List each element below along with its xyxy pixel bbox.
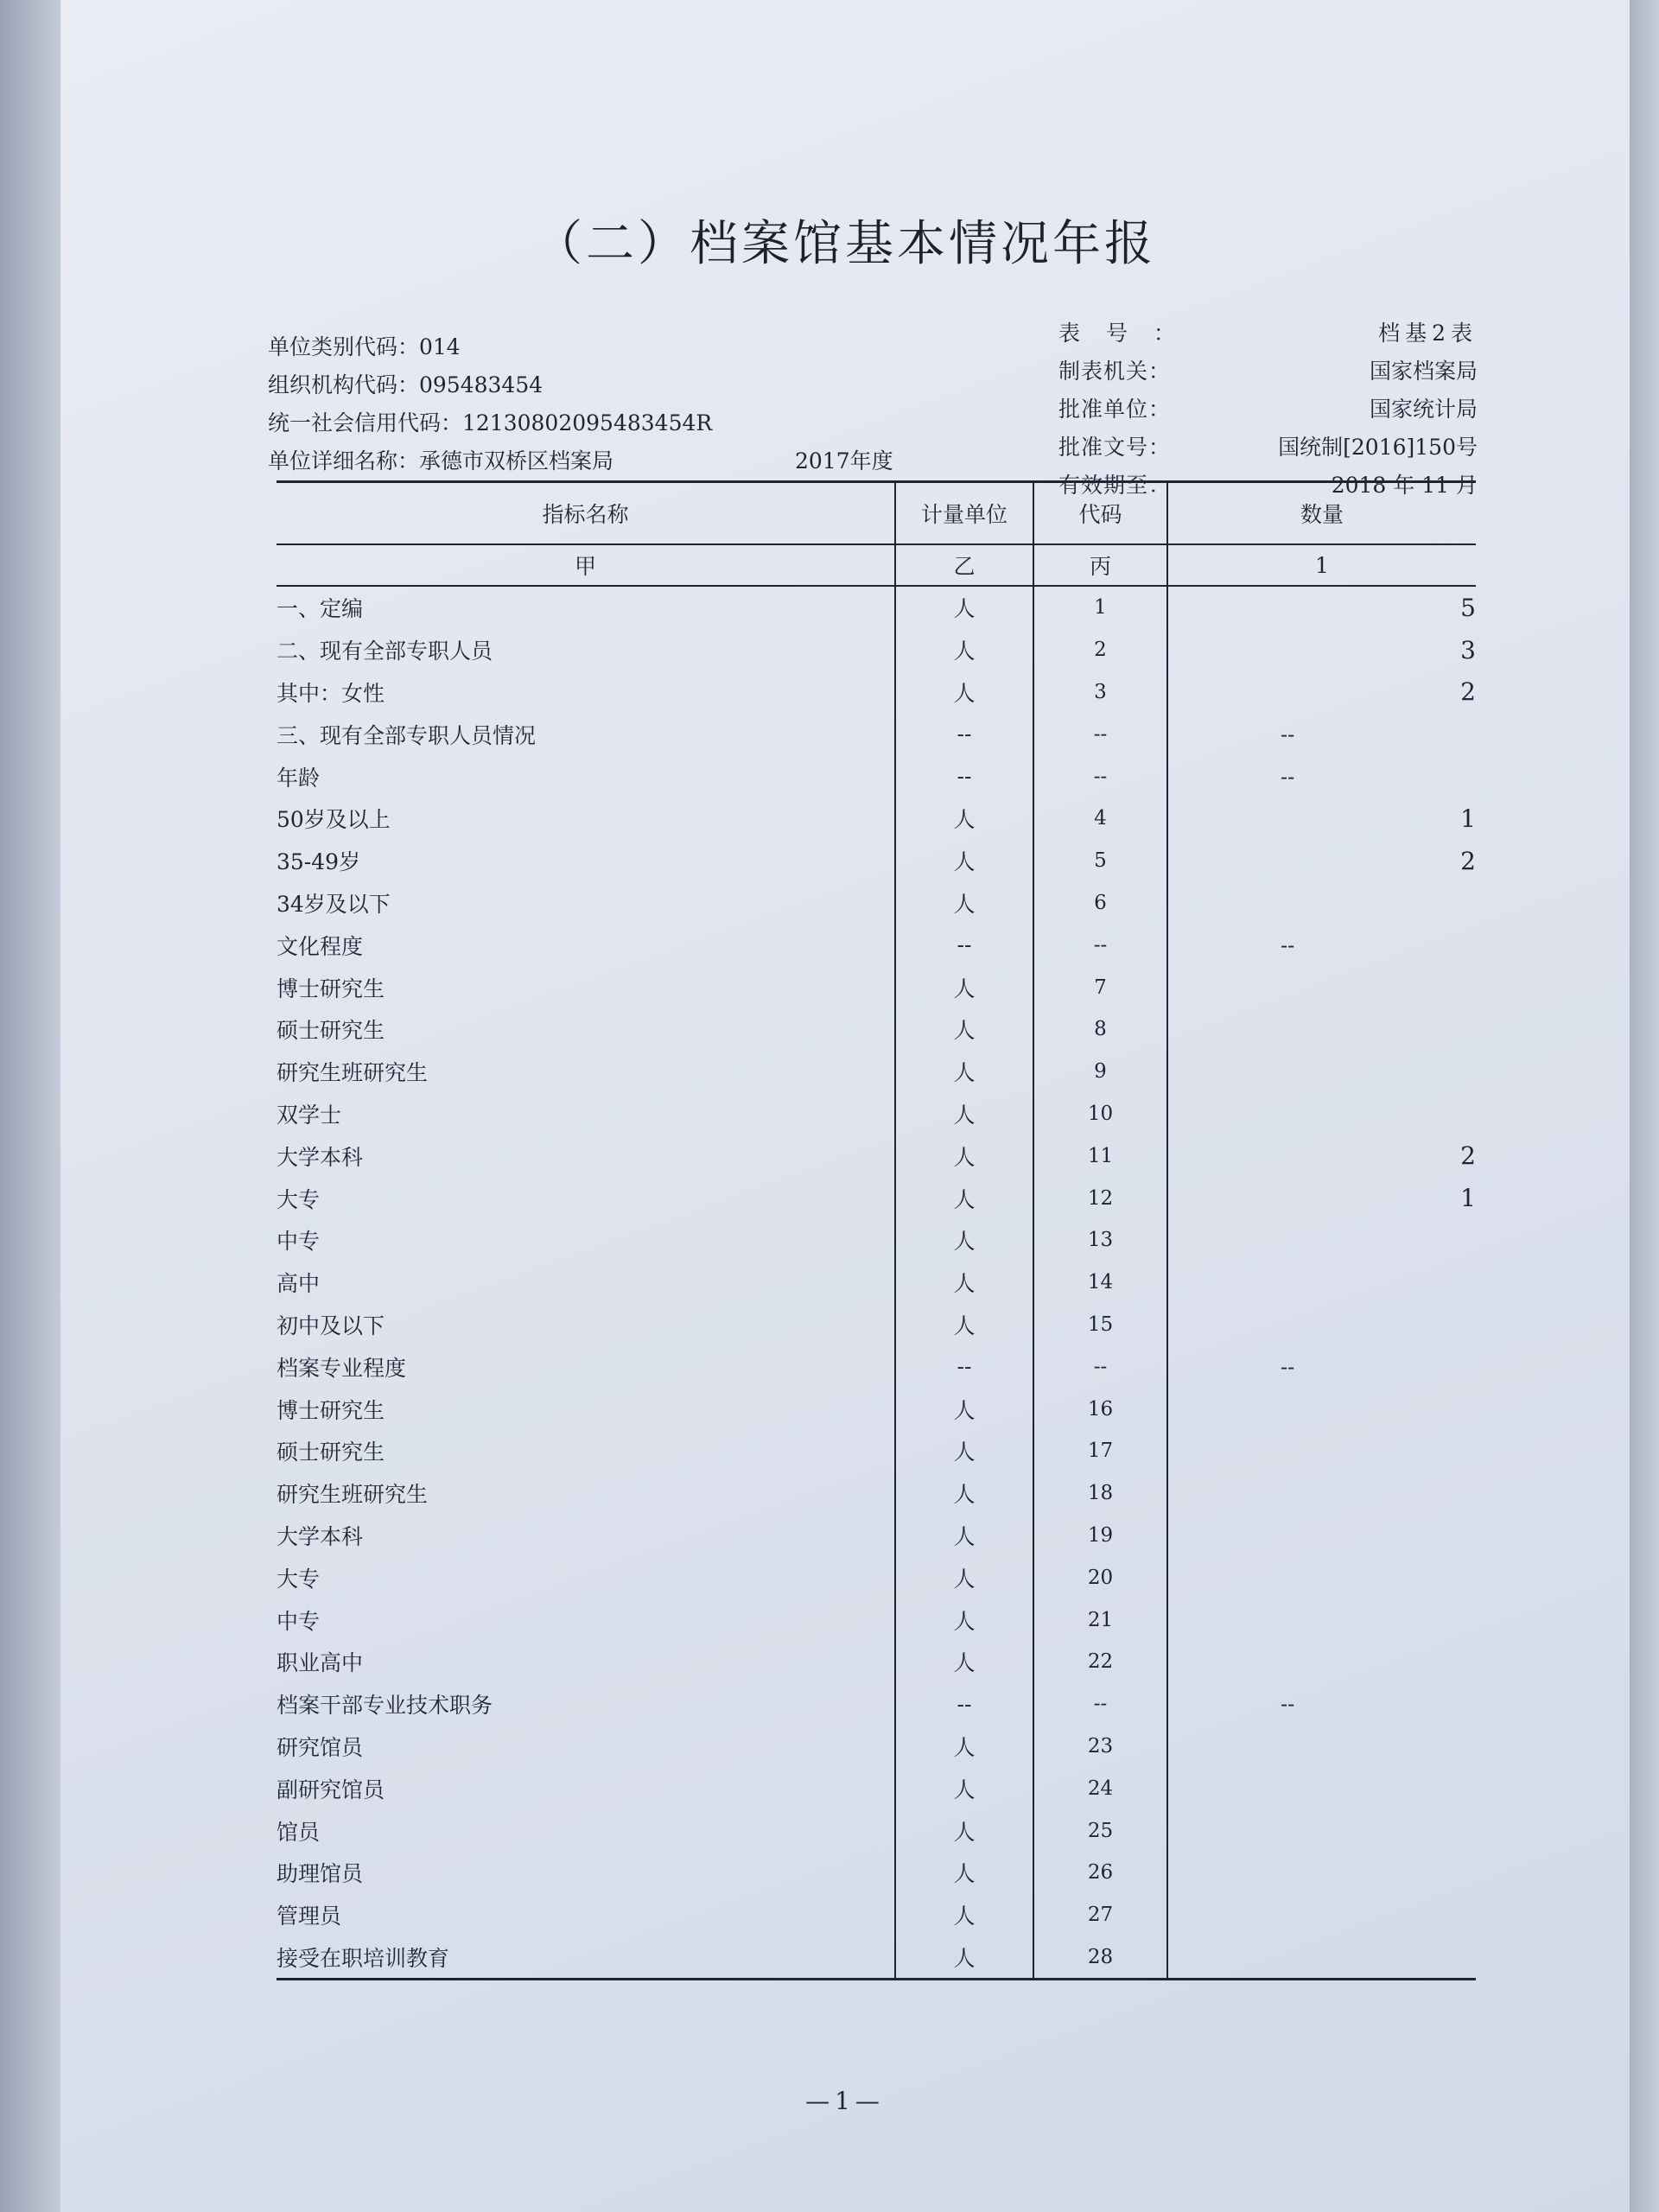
quantity-cell: [1167, 1304, 1476, 1346]
code-cell: 8: [1033, 1008, 1167, 1051]
code-cell: 4: [1033, 798, 1167, 840]
code-cell: 27: [1033, 1894, 1167, 1936]
issuer-label: 制表机关：: [1058, 359, 1172, 384]
table-row: [276, 966, 1476, 1008]
quantity-cell: [1167, 1852, 1476, 1894]
indicator-name: 档案专业程度: [276, 1355, 407, 1381]
unit-name: 单位详细名称：承德市双桥区档案局: [268, 448, 614, 474]
quantity-cell: [1167, 798, 1476, 840]
indicator-name: 研究馆员: [276, 1734, 364, 1760]
subheader-unit: 乙: [895, 544, 1033, 586]
quantity-cell: [1167, 1599, 1476, 1641]
table-row: [276, 1304, 1476, 1346]
indicator-name: 职业高中: [276, 1650, 364, 1676]
indicator-name: 博士研究生: [276, 976, 385, 1001]
code-cell: --: [1033, 1345, 1167, 1388]
quantity-dash: --: [1281, 1692, 1295, 1717]
indicator-name: 高中: [276, 1271, 321, 1297]
table-row: [276, 1894, 1476, 1936]
indicator-name: 中专: [276, 1229, 321, 1255]
indicator-name: 硕士研究生: [276, 1440, 385, 1465]
header-unit: 计量单位: [895, 482, 1033, 545]
unit-cell: 人: [895, 1304, 1033, 1346]
table-row: [276, 713, 1476, 755]
subheader-name: 甲: [276, 544, 895, 586]
code-cell: 26: [1033, 1852, 1167, 1894]
quantity-cell: [1167, 1008, 1476, 1051]
quantity-value: 2: [1460, 1141, 1476, 1171]
table-row: [276, 1726, 1476, 1768]
code-cell: 24: [1033, 1767, 1167, 1809]
indicator-name: 档案干部专业技术职务: [276, 1693, 493, 1719]
unit-cell: 人: [895, 1219, 1033, 1262]
quantity-cell: [1167, 1683, 1476, 1726]
table-row: [276, 882, 1476, 925]
unit-cell: 人: [895, 586, 1033, 629]
indicator-name: 二、现有全部专职人员: [276, 639, 493, 664]
table-row: [276, 586, 1476, 629]
indicator-name: 初中及以下: [276, 1313, 385, 1338]
unit-cell: 人: [895, 1472, 1033, 1515]
approval-no-value: 国统制[2016]150号: [1278, 435, 1478, 460]
code-cell: 6: [1033, 882, 1167, 925]
unit-cell: 人: [895, 1726, 1033, 1768]
approver-label: 批准单位：: [1058, 397, 1172, 422]
code-cell: 16: [1033, 1388, 1167, 1430]
code-cell: 28: [1033, 1936, 1167, 1980]
table-row: [276, 1515, 1476, 1557]
valid-until-value: 2018 年 11 月: [1331, 473, 1478, 498]
quantity-cell: [1167, 1430, 1476, 1472]
code-cell: 23: [1033, 1726, 1167, 1768]
indicator-name: 接受在职培训教育: [276, 1936, 895, 1980]
code-cell: 10: [1033, 1093, 1167, 1135]
quantity-dash: --: [1281, 932, 1295, 957]
unit-cell: 人: [895, 966, 1033, 1008]
quantity-cell: [1167, 1767, 1476, 1809]
unit-cell: 人: [895, 671, 1033, 714]
subheader-code: 丙: [1033, 544, 1167, 586]
quantity-value: 1: [1460, 1184, 1476, 1213]
table-row: [276, 1135, 1476, 1177]
quantity-cell: [1167, 840, 1476, 882]
unit-cell: 人: [895, 1809, 1033, 1852]
unit-cell: 人: [895, 1135, 1033, 1177]
unit-cell: 人: [895, 629, 1033, 671]
quantity-cell: [1167, 1515, 1476, 1557]
indicator-name: 管理员: [276, 1904, 342, 1929]
unit-cell: --: [895, 1345, 1033, 1388]
code-cell: 7: [1033, 966, 1167, 1008]
quantity-cell: [1167, 1219, 1476, 1262]
unit-cell: 人: [895, 1093, 1033, 1135]
table-row: [276, 1345, 1476, 1388]
quantity-cell: [1167, 1894, 1476, 1936]
quantity-cell: [1167, 1262, 1476, 1304]
quantity-cell: [1167, 1641, 1476, 1683]
code-cell: 25: [1033, 1809, 1167, 1852]
quantity-cell: [1167, 1936, 1476, 1980]
quantity-cell: [1167, 1177, 1476, 1219]
code-cell: --: [1033, 713, 1167, 755]
indicator-name: 双学士: [276, 1102, 342, 1128]
indicator-name: 副研究馆员: [276, 1777, 385, 1802]
code-cell: 9: [1033, 1051, 1167, 1093]
table-no-value: 档基2表: [1378, 321, 1478, 346]
code-cell: 20: [1033, 1556, 1167, 1599]
table-row: [276, 1852, 1476, 1894]
unit-cell: 人: [895, 1641, 1033, 1683]
org-code: 组织机构代码：095483454: [268, 372, 543, 397]
background-right-edge: [1630, 0, 1659, 2212]
indicator-name: 大专: [276, 1186, 321, 1212]
quantity-cell: [1167, 1726, 1476, 1768]
table-row: [276, 1051, 1476, 1093]
background-left-edge: [0, 0, 60, 2212]
table-row: [276, 1683, 1476, 1726]
unit-cell: 人: [895, 882, 1033, 925]
page-title: （二）档案馆基本情况年报: [534, 216, 1156, 272]
code-cell: 18: [1033, 1472, 1167, 1515]
quantity-cell: [1167, 1135, 1476, 1177]
indicator-name: 年龄: [276, 765, 321, 791]
unit-cell: --: [895, 924, 1033, 966]
unit-cell: 人: [895, 798, 1033, 840]
quantity-value: 5: [1460, 593, 1476, 622]
table-row: [276, 1599, 1476, 1641]
indicator-name: 50岁及以上: [276, 807, 391, 833]
quantity-cell: [1167, 966, 1476, 1008]
quantity-cell: [1167, 586, 1476, 629]
unit-cell: 人: [895, 1894, 1033, 1936]
unit-cell: 人: [895, 1852, 1033, 1894]
quantity-dash: --: [1281, 721, 1295, 747]
code-cell: --: [1033, 924, 1167, 966]
table-row: [276, 798, 1476, 840]
quantity-cell: [1167, 1345, 1476, 1388]
indicator-name: 三、现有全部专职人员情况: [276, 722, 537, 748]
indicator-name: 大专: [276, 1566, 321, 1592]
header-code: 代码: [1033, 482, 1167, 545]
unit-cell: 人: [895, 1430, 1033, 1472]
report-year: 2017年度: [795, 448, 893, 474]
table-row: [276, 1388, 1476, 1430]
indicator-name: 硕士研究生: [276, 1018, 385, 1044]
table-row: [276, 671, 1476, 714]
table-row: [276, 629, 1476, 671]
code-cell: 22: [1033, 1641, 1167, 1683]
unit-cell: --: [895, 755, 1033, 798]
approval-no-label: 批准文号：: [1058, 435, 1172, 460]
issuer-value: 国家档案局: [1369, 359, 1478, 384]
quantity-cell: [1167, 629, 1476, 671]
table-body: [276, 586, 1476, 1980]
code-cell: --: [1033, 1683, 1167, 1726]
indicator-name: 博士研究生: [276, 1397, 385, 1423]
unit-cell: 人: [895, 1515, 1033, 1557]
table-row: [276, 1809, 1476, 1852]
indicator-name: 助理馆员: [276, 1861, 364, 1887]
quantity-dash: --: [1281, 764, 1295, 789]
unit-cell: 人: [895, 1177, 1033, 1219]
code-cell: --: [1033, 755, 1167, 798]
table-row: [276, 1767, 1476, 1809]
table-row: [276, 1093, 1476, 1135]
quantity-cell: [1167, 1093, 1476, 1135]
quantity-cell: [1167, 1556, 1476, 1599]
table-row: [276, 755, 1476, 798]
indicator-name: 研究生班研究生: [276, 1482, 429, 1508]
unit-cell: --: [895, 1683, 1033, 1726]
code-cell: 21: [1033, 1599, 1167, 1641]
table-row: [276, 1262, 1476, 1304]
code-cell: 2: [1033, 629, 1167, 671]
form-info-block: [1058, 315, 1478, 505]
indicator-name: 研究生班研究生: [276, 1060, 429, 1086]
code-cell: 19: [1033, 1515, 1167, 1557]
table-row: [276, 840, 1476, 882]
unit-cell: 人: [895, 1556, 1033, 1599]
unit-cell: --: [895, 713, 1033, 755]
indicator-name: 文化程度: [276, 933, 364, 959]
unit-cell: 人: [895, 1262, 1033, 1304]
table-row: [276, 1430, 1476, 1472]
table-row: [276, 1556, 1476, 1599]
code-cell: 1: [1033, 586, 1167, 629]
header-indicator-name: 指标名称: [276, 482, 895, 545]
quantity-value: 1: [1460, 804, 1476, 833]
unit-cell: 人: [895, 1051, 1033, 1093]
unit-cell: 人: [895, 1936, 1033, 1980]
document-page: [60, 0, 1630, 2212]
code-cell: 5: [1033, 840, 1167, 882]
table-row: [276, 1177, 1476, 1219]
indicator-name: 34岁及以下: [276, 891, 391, 917]
quantity-dash: --: [1281, 1354, 1295, 1379]
quantity-cell: [1167, 755, 1476, 798]
valid-until-label: 有效期至：: [1058, 473, 1172, 498]
approver-value: 国家统计局: [1369, 397, 1478, 422]
code-cell: 12: [1033, 1177, 1167, 1219]
indicator-name: 一、定编: [276, 596, 364, 622]
code-cell: 13: [1033, 1219, 1167, 1262]
code-cell: 11: [1033, 1135, 1167, 1177]
quantity-cell: [1167, 671, 1476, 714]
unit-info-block: [268, 328, 976, 480]
indicator-name: 35-49岁: [276, 849, 361, 875]
unit-cell: 人: [895, 1008, 1033, 1051]
table-row: [276, 1936, 1476, 1980]
quantity-value: 2: [1460, 677, 1476, 707]
code-cell: 17: [1033, 1430, 1167, 1472]
unit-cell: 人: [895, 1767, 1033, 1809]
header-quantity: 数量: [1167, 482, 1476, 545]
table-row: [276, 1472, 1476, 1515]
subheader-quantity: 1: [1167, 544, 1476, 586]
quantity-value: 2: [1460, 846, 1476, 875]
quantity-cell: [1167, 882, 1476, 925]
indicator-name: 大学本科: [276, 1523, 364, 1549]
table-row: [276, 1641, 1476, 1683]
indicator-name: 大学本科: [276, 1144, 364, 1170]
indicator-name: 馆员: [276, 1819, 321, 1845]
report-table: [276, 480, 1476, 1980]
quantity-cell: [1167, 1472, 1476, 1515]
unit-type-code: 单位类别代码：014: [268, 334, 461, 359]
table-no-label: 表号：: [1058, 321, 1202, 346]
table-row: [276, 924, 1476, 966]
indicator-name: 中专: [276, 1608, 321, 1634]
page-number: —1—: [805, 2087, 885, 2115]
code-cell: 14: [1033, 1262, 1167, 1304]
table-row: [276, 1008, 1476, 1051]
quantity-cell: [1167, 924, 1476, 966]
unit-cell: 人: [895, 1388, 1033, 1430]
code-cell: 15: [1033, 1304, 1167, 1346]
table-row: [276, 1219, 1476, 1262]
quantity-cell: [1167, 1809, 1476, 1852]
quantity-value: 3: [1460, 635, 1476, 664]
unit-cell: 人: [895, 1599, 1033, 1641]
indicator-name: 其中：女性: [276, 680, 385, 706]
unit-cell: 人: [895, 840, 1033, 882]
quantity-cell: [1167, 1388, 1476, 1430]
quantity-cell: [1167, 1051, 1476, 1093]
quantity-cell: [1167, 713, 1476, 755]
code-cell: 3: [1033, 671, 1167, 714]
credit-code: 统一社会信用代码：12130802095483454R: [268, 410, 713, 435]
